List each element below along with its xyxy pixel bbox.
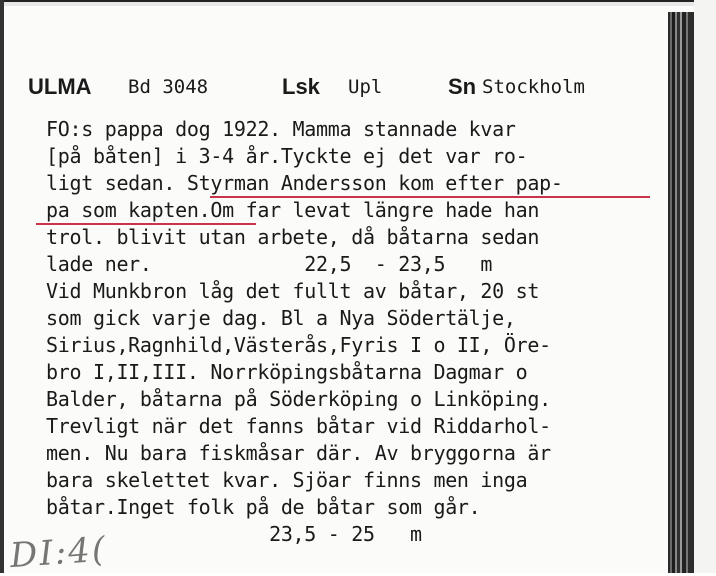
- text-line-2: [på båten] i 3-4 år.Tyckte ej det var ro-: [46, 144, 528, 168]
- card-left-edge: [0, 0, 4, 573]
- text-line-11: Balder, båtarna på Söderköping o Linköping.: [46, 387, 551, 411]
- handwritten-note: DI:4(: [8, 529, 109, 576]
- right-margin: [694, 0, 716, 573]
- card-top-edge: [0, 0, 716, 6]
- text-line-4: pa som kapten.Om far levat längre hade han: [46, 198, 540, 222]
- text-line-16: 23,5 - 25 m: [46, 522, 422, 546]
- red-underline-1: [210, 196, 650, 198]
- text-line-1: FO:s pappa dog 1922. Mamma stannade kvar: [46, 117, 516, 141]
- text-line-7: Vid Munkbron låg det fullt av båtar, 20 st: [46, 279, 540, 303]
- lsk-value: Upl: [348, 76, 383, 98]
- archive-name: ULMA: [28, 74, 92, 99]
- text-line-15: båtar.Inget folk på de båtar som går.: [46, 495, 481, 519]
- text-line-3: ligt sedan. Styrman Andersson kom efter pap-: [46, 171, 563, 195]
- volume-number: Bd 3048: [128, 76, 209, 98]
- scan-edge-strip: [668, 12, 694, 573]
- text-line-6: lade ner. 22,5 - 23,5 m: [46, 252, 493, 276]
- text-line-12: Trevligt när det fanns båtar vid Riddarhol-: [46, 414, 551, 438]
- text-line-14: bara skelettet kvar. Sjöar finns men inga: [46, 468, 528, 492]
- card-header: [28, 70, 648, 104]
- text-line-13: men. Nu bara fiskmåsar där. Av bryggorna är: [46, 441, 551, 465]
- text-line-5: trol. blivit utan arbete, då båtarna sedan: [46, 225, 540, 249]
- lsk-label: Lsk: [282, 74, 320, 99]
- text-line-8: som gick varje dag. Bl a Nya Södertälje,: [46, 306, 516, 330]
- sn-label: Sn: [448, 74, 477, 99]
- text-line-9: Sirius,Ragnhild,Västerås,Fyris I o II, Öre-: [46, 333, 551, 357]
- text-line-10: bro I,II,III. Norrköpingsbåtarna Dagmar o: [46, 360, 528, 384]
- red-underline-2: [36, 223, 256, 225]
- sn-value: Stockholm: [482, 76, 585, 98]
